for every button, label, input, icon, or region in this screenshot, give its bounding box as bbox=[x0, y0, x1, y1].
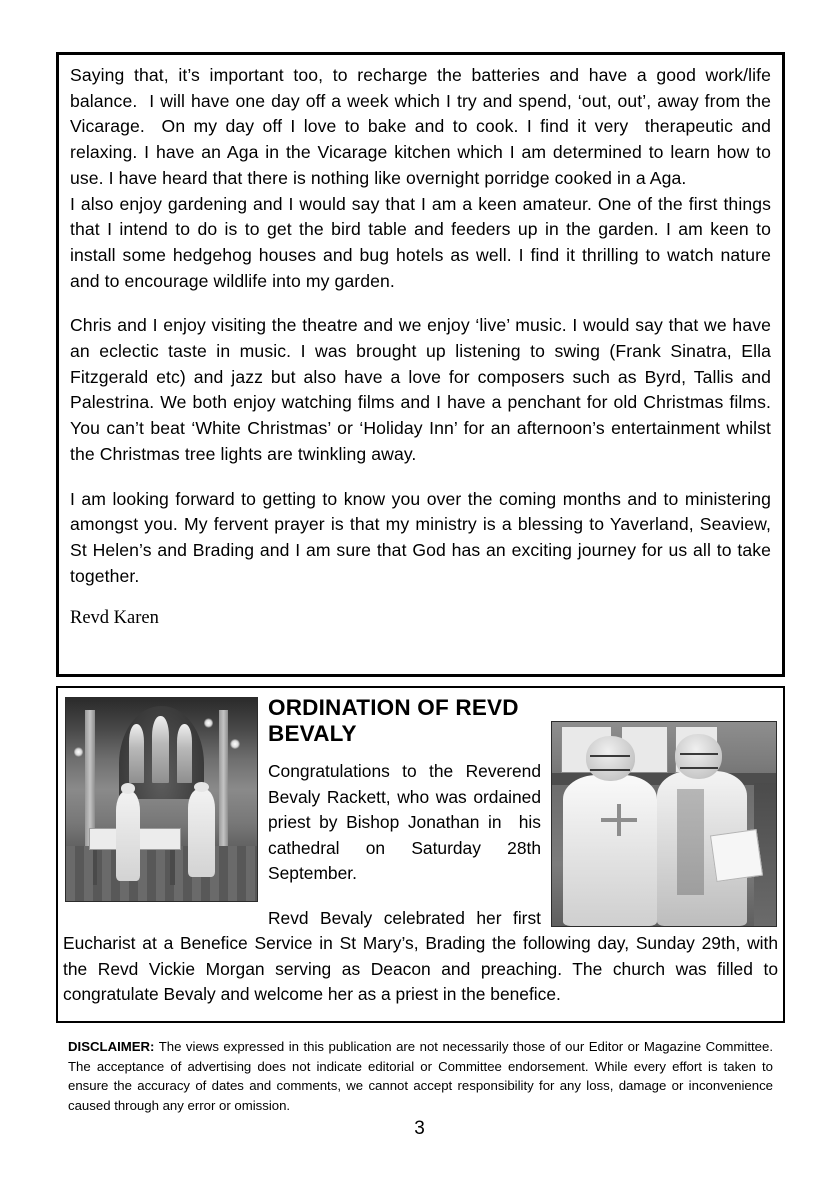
page-number: 3 bbox=[414, 1118, 425, 1139]
church-interior-photo bbox=[65, 697, 258, 902]
ordination-heading: ORDINATION OF REVD BEVALY bbox=[268, 695, 519, 746]
disclaimer-text: The views expressed in this publication are not necessarily those of our Editor or Magazine Committee. The acceptance of advertising does not indicate editorial or Committee endorsement. While every effort is taken to ensure the accuracy of dates and comments, we cannot accept responsibility for any loss, damage or inconvenience caused through any error or omission. bbox=[68, 1039, 773, 1113]
ordination-article-box bbox=[56, 686, 785, 1023]
letter-paragraph-1: Saying that, it’s important too, to recharge the batteries and have a good work/life balance. I will have one day off a week which I try and spend, ‘out, out’, away from the Vicarage. On my day off I love to bake and to cook. I find it very therapeutic and relaxing. I have an Aga in the Vicarage kitchen which I am determined to learn how to use. I have heard that there is nothing like overnight porridge cooked in a Aga. bbox=[70, 65, 776, 188]
vicar-letter-box bbox=[56, 52, 785, 677]
letter-paragraph-4: I am looking forward to getting to know you over the coming months and to ministering amongst you. My fervent prayer is that my ministry is a blessing to Yaverland, Seaview, St Helen’s and Brading and I am sure that God has an exciting journey for us all to take together. bbox=[70, 488, 776, 586]
letter-paragraph-2: I also enjoy gardening and I would say that I am a keen amateur. One of the first things that I intend to do is to get the bird table and feeders up in the garden. I am keen to install some hedgehog houses and bug hotels as well. I find it thrilling to watch nature and to encourage wildlife into my garden. bbox=[70, 193, 776, 291]
disclaimer-block bbox=[68, 1037, 773, 1115]
ordination-paragraph-2: Revd Bevaly celebrated her first Eucharist at a Benefice Service in St Mary’s, Brading the following day, Sunday 29th, with the Revd Vickie Morgan serving as Deacon and preaching. The church was filled to congratulate Bevaly and welcome her as a priest in the benefice. bbox=[63, 907, 783, 1004]
clergy-portrait-photo bbox=[551, 721, 777, 927]
disclaimer-label: DISCLAIMER: bbox=[68, 1039, 155, 1054]
ordination-paragraph-1: Congratulations to the Reverend Bevaly Rackett, who was ordained priest by Bishop Jonathan in his cathedral on Saturday 28th September. bbox=[268, 761, 546, 883]
letter-signature: Revd Karen bbox=[70, 608, 159, 629]
letter-paragraph-3: Chris and I enjoy visiting the theatre and we enjoy ‘live’ music. I would say that we have an eclectic taste in music. I was brought up listening to swing (Frank Sinatra, Ella Fitzgerald etc) and jazz but also have a love for composers such as Byrd, Tallis and Palestrina. We both enjoy watching films and I have a penchant for old Christmas films. You can’t beat ‘White Christmas’ or ‘Holiday Inn’ for an afternoon’s entertainment whilst the Christmas tree lights are twinkling away. bbox=[70, 315, 776, 464]
